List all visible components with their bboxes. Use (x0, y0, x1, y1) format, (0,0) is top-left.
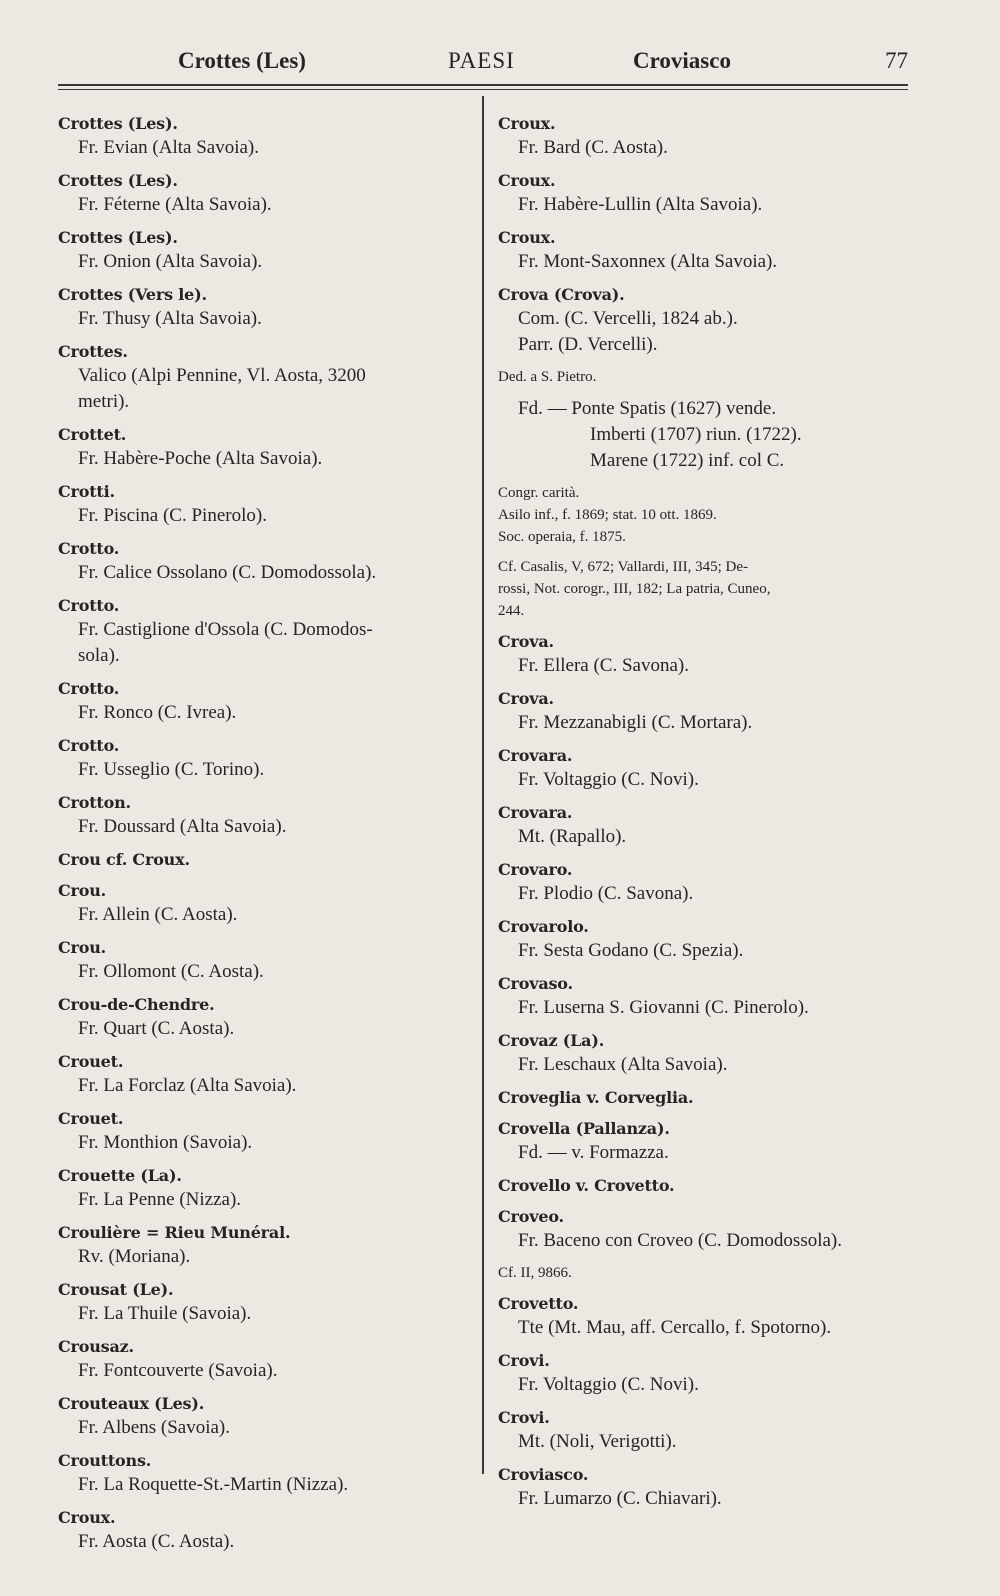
entry-line: Fr. Leschaux (Alta Savoia). (518, 1054, 728, 1075)
entry-headword: Crovaz (La). (498, 1031, 605, 1050)
gazetteer-entry (58, 1164, 468, 1213)
entry-headword: Crottes (Les). (58, 114, 178, 133)
gazetteer-entry (498, 1292, 910, 1341)
entry-headword: Crotto. (58, 679, 120, 698)
header-rule-thick (58, 84, 908, 86)
entry-line: Com. (C. Vercelli, 1824 ab.). (518, 308, 738, 329)
column-divider (482, 96, 484, 1474)
entry-headword: Crovarolo. (498, 917, 589, 936)
gazetteer-entry (58, 283, 468, 332)
entry-headword: Crovaso. (498, 974, 573, 993)
running-header (58, 44, 908, 78)
entry-line: Fr. Piscina (C. Pinerolo). (78, 505, 267, 526)
entry-note-line: 244. (498, 603, 525, 619)
entry-headword: Crottes (Les). (58, 171, 178, 190)
entry-line: Fr. Lumarzo (C. Chiavari). (518, 1488, 722, 1509)
entry-headword: Crovaro. (498, 860, 573, 879)
entry-headword: Croveglia v. Corveglia. (498, 1088, 694, 1107)
entry-line: Rv. (Moriana). (78, 1246, 191, 1267)
entry-note-line: Cf. Casalis, V, 672; Vallardi, III, 345; De- (498, 559, 748, 575)
entry-line: Fr. Bard (C. Aosta). (518, 137, 668, 158)
entry-headword: Crouttons. (58, 1451, 152, 1470)
entry-headword: Crou. (58, 938, 107, 957)
entry-headword: Croviasco. (498, 1465, 589, 1484)
gazetteer-entry (498, 112, 910, 161)
entry-line: Fr. La Roquette-St.-Martin (Nizza). (78, 1474, 349, 1495)
gazetteer-entry (498, 1205, 910, 1254)
entry-headword: Croulière = Rieu Munéral. (58, 1223, 291, 1242)
gazetteer-entry (498, 482, 910, 548)
entry-headword: Crouet. (58, 1052, 124, 1071)
entry-note-line: rossi, Not. corogr., III, 182; La patria, Cuneo, (498, 581, 771, 597)
gazetteer-entry (58, 993, 468, 1042)
entry-note-line: Cf. II, 9866. (498, 1265, 572, 1281)
gazetteer-entry (498, 1117, 910, 1166)
entry-line: Fd. — v. Formazza. (518, 1142, 669, 1163)
entry-headword: Crouteaux (Les). (58, 1394, 205, 1413)
entry-line: Fr. Mezzanabigli (C. Mortara). (518, 712, 753, 733)
entry-headword: Crottes (Vers le). (58, 285, 207, 304)
entry-headword: Crovella (Pallanza). (498, 1119, 670, 1138)
entry-headword: Croux. (498, 114, 556, 133)
entry-headword: Crouet. (58, 1109, 124, 1128)
entry-line: Valico (Alpi Pennine, Vl. Aosta, 3200 (78, 365, 366, 386)
entry-headword: Croux. (58, 1508, 116, 1527)
gazetteer-entry (498, 1029, 910, 1078)
entry-line: Fr. Albens (Savoia). (78, 1417, 230, 1438)
entry-headword: Crousat (Le). (58, 1280, 174, 1299)
entry-headword: Crovara. (498, 803, 573, 822)
entry-headword: Crou. (58, 881, 107, 900)
right-column (498, 112, 910, 1520)
gazetteer-entry (498, 1262, 910, 1284)
entry-line: Fr. Onion (Alta Savoia). (78, 251, 263, 272)
page-number: 77 (885, 48, 908, 73)
gazetteer-entry (58, 169, 468, 218)
entry-headword: Crovara. (498, 746, 573, 765)
gazetteer-entry (58, 1392, 468, 1441)
entry-note-line: Congr. carità. (498, 485, 580, 501)
entry-headword: Crottes (Les). (58, 228, 178, 247)
entry-headword: Crotton. (58, 793, 131, 812)
entry-line: Fr. La Thuile (Savoia). (78, 1303, 252, 1324)
entry-line: Fr. Ollomont (C. Aosta). (78, 961, 264, 982)
entry-headword: Crova. (498, 632, 554, 651)
entry-line: Fr. Habère-Poche (Alta Savoia). (78, 448, 323, 469)
entry-note-line: Soc. operaia, f. 1875. (498, 529, 626, 545)
gazetteer-entry (58, 423, 468, 472)
gazetteer-entry (58, 677, 468, 726)
gazetteer-entry (498, 630, 910, 679)
entry-headword: Crova. (498, 689, 554, 708)
entry-headword: Crotto. (58, 736, 120, 755)
entry-line: Tte (Mt. Mau, aff. Cercallo, f. Spotorno). (518, 1317, 832, 1338)
header-last-entry: Croviasco (633, 48, 731, 73)
entry-line: Fr. Quart (C. Aosta). (78, 1018, 235, 1039)
gazetteer-entry (498, 396, 910, 474)
gazetteer-entry (58, 537, 468, 586)
entry-line: Fr. Usseglio (C. Torino). (78, 759, 265, 780)
gazetteer-entry (498, 226, 910, 275)
gazetteer-entry (498, 1463, 910, 1512)
entry-line: Fr. Thusy (Alta Savoia). (78, 308, 262, 329)
gazetteer-entry (58, 1050, 468, 1099)
gazetteer-entry (58, 112, 468, 161)
gazetteer-entry (58, 480, 468, 529)
gazetteer-entry (498, 687, 910, 736)
gazetteer-entry (58, 1449, 468, 1498)
entry-headword: Crova (Crova). (498, 285, 625, 304)
entry-line: Mt. (Rapallo). (518, 826, 627, 847)
entry-headword: Crousaz. (58, 1337, 134, 1356)
entry-line: Fr. Voltaggio (C. Novi). (518, 1374, 699, 1395)
gazetteer-entry (58, 879, 468, 928)
entry-line: Fr. Sesta Godano (C. Spezia). (518, 940, 744, 961)
gazetteer-entry (498, 1349, 910, 1398)
entry-headword: Crottes. (58, 342, 128, 361)
entry-continuation-line: Imberti (1707) riun. (1722). (590, 424, 802, 445)
gazetteer-entry (498, 858, 910, 907)
entry-line: Fr. Plodio (C. Savona). (518, 883, 694, 904)
entry-line: Fr. Calice Ossolano (C. Domodossola). (78, 562, 377, 583)
entry-headword: Crou cf. Croux. (58, 850, 190, 869)
gazetteer-entry (58, 1107, 468, 1156)
gazetteer-entry (498, 1406, 910, 1455)
entry-line: Fr. Habère-Lullin (Alta Savoia). (518, 194, 763, 215)
gazetteer-entry (498, 1086, 910, 1109)
entry-line: Fr. Allein (C. Aosta). (78, 904, 238, 925)
gazetteer-entry (58, 1506, 468, 1555)
entry-headword: Crouette (La). (58, 1166, 182, 1185)
gazetteer-entry (498, 556, 910, 622)
entry-line: Fd. — Ponte Spatis (1627) vende. (518, 398, 777, 419)
gazetteer-entry (58, 936, 468, 985)
entry-headword: Crotto. (58, 539, 120, 558)
entry-headword: Croux. (498, 228, 556, 247)
entry-line: Fr. La Penne (Nizza). (78, 1189, 242, 1210)
gazetteer-entry (58, 734, 468, 783)
gazetteer-entry (498, 744, 910, 793)
entry-line: sola). (78, 645, 120, 666)
header-rule-thin (58, 89, 908, 90)
entry-headword: Croveo. (498, 1207, 564, 1226)
gazetteer-entry (58, 1335, 468, 1384)
entry-line: Fr. Mont-Saxonnex (Alta Savoia). (518, 251, 778, 272)
entry-line: metri). (78, 391, 130, 412)
entry-headword: Crovetto. (498, 1294, 579, 1313)
entry-line: Fr. Féterne (Alta Savoia). (78, 194, 272, 215)
entry-headword: Croux. (498, 171, 556, 190)
gazetteer-entry (498, 915, 910, 964)
header-first-entry: Crottes (Les) (178, 48, 306, 73)
entry-line: Fr. Ronco (C. Ivrea). (78, 702, 237, 723)
gazetteer-entry (498, 801, 910, 850)
entry-line: Fr. Fontcouverte (Savoia). (78, 1360, 278, 1381)
entry-line: Parr. (D. Vercelli). (518, 334, 658, 355)
entry-headword: Crotto. (58, 596, 120, 615)
entry-line: Fr. La Forclaz (Alta Savoia). (78, 1075, 297, 1096)
entry-headword: Crovi. (498, 1351, 550, 1370)
entry-note-line: Asilo inf., f. 1869; stat. 10 ott. 1869. (498, 507, 717, 523)
gazetteer-entry (498, 169, 910, 218)
entry-line: Fr. Doussard (Alta Savoia). (78, 816, 287, 837)
entry-continuation-line: Marene (1722) inf. col C. (590, 450, 785, 471)
gazetteer-entry (498, 972, 910, 1021)
entry-line: Fr. Castiglione d'Ossola (C. Domodos- (78, 619, 373, 640)
entry-headword: Crovello v. Crovetto. (498, 1176, 675, 1195)
entry-headword: Crou-de-Chendre. (58, 995, 215, 1014)
entry-line: Mt. (Noli, Verigotti). (518, 1431, 677, 1452)
entry-headword: Crottet. (58, 425, 127, 444)
header-section-title: PAESI (448, 48, 515, 73)
gazetteer-entry (498, 283, 910, 358)
entry-headword: Crotti. (58, 482, 115, 501)
gazetteer-entry (58, 848, 468, 871)
entry-line: Fr. Voltaggio (C. Novi). (518, 769, 699, 790)
entry-line: Fr. Baceno con Croveo (C. Domodossola). (518, 1230, 843, 1251)
left-column (58, 112, 468, 1563)
entry-note-line: Ded. a S. Pietro. (498, 369, 597, 385)
entry-line: Fr. Ellera (C. Savona). (518, 655, 689, 676)
entry-headword: Crovi. (498, 1408, 550, 1427)
gazetteer-entry (58, 226, 468, 275)
gazetteer-entry (498, 366, 910, 388)
gazetteer-entry (498, 1174, 910, 1197)
gazetteer-entry (58, 1278, 468, 1327)
entry-line: Fr. Aosta (C. Aosta). (78, 1531, 235, 1552)
gazetteer-entry (58, 791, 468, 840)
gazetteer-entry (58, 340, 468, 415)
entry-line: Fr. Monthion (Savoia). (78, 1132, 253, 1153)
gazetteer-entry (58, 594, 468, 669)
gazetteer-entry (58, 1221, 468, 1270)
entry-line: Fr. Luserna S. Giovanni (C. Pinerolo). (518, 997, 809, 1018)
entry-line: Fr. Evian (Alta Savoia). (78, 137, 259, 158)
